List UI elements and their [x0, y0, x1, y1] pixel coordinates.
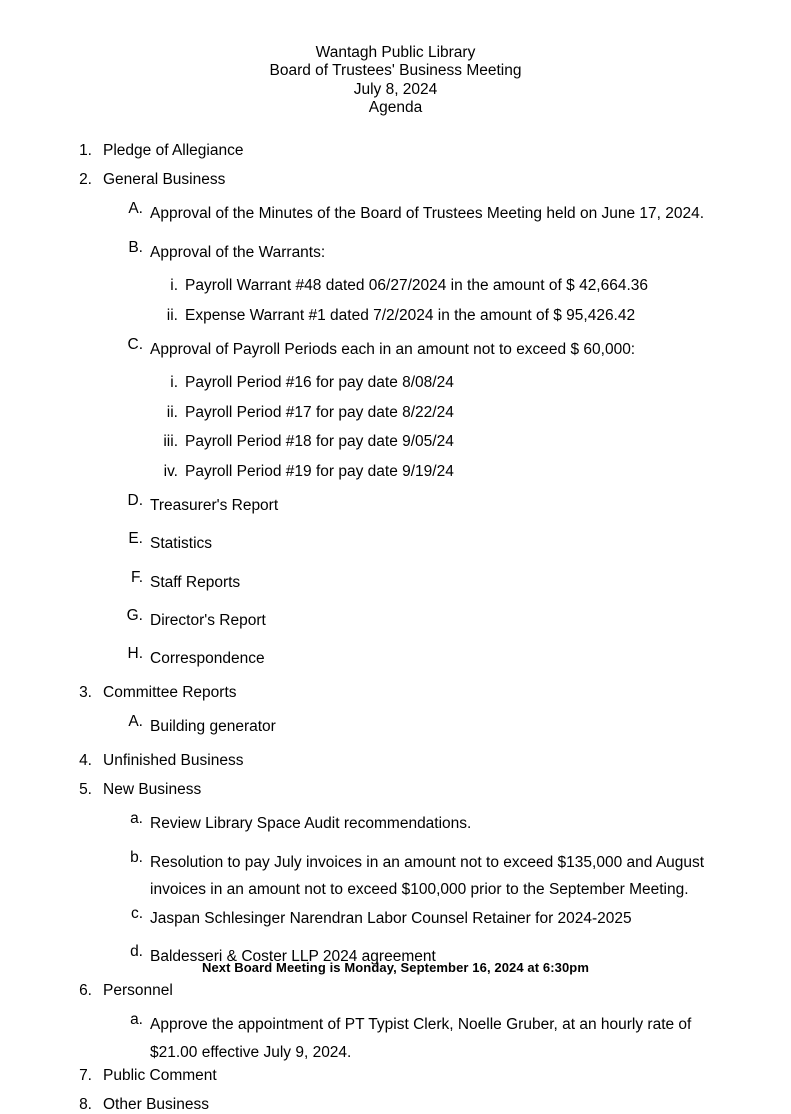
agenda-item-marker: a.: [130, 810, 143, 828]
document-header: [0, 0, 791, 118]
agenda-item: [0, 684, 791, 702]
agenda-item-text: Building generator: [150, 718, 276, 736]
agenda-item-text: Payroll Warrant #48 dated 06/27/2024 in the amount of $ 42,664.36: [185, 277, 649, 295]
agenda-item-text: General Business: [103, 171, 226, 189]
agenda-item-text: Other Business: [103, 1096, 209, 1114]
agenda-item: [0, 1011, 791, 1066]
agenda-item-marker: i.: [170, 277, 178, 295]
agenda-item: [0, 142, 791, 160]
agenda-item-text: Approval of Payroll Periods each in an amount not to exceed $ 60,000:: [150, 340, 636, 358]
agenda-item: [0, 849, 791, 904]
agenda-item-marker: F.: [130, 568, 143, 586]
agenda-item: [0, 1096, 791, 1114]
agenda-item-text-line: invoices in an amount not to exceed $100,000 prior to the September Meeting.: [150, 881, 689, 899]
agenda-item-marker: iii.: [163, 433, 178, 451]
agenda-item-marker: 6.: [79, 981, 92, 999]
agenda-item-text: Public Comment: [103, 1067, 217, 1084]
agenda-item-text: Personnel: [103, 981, 173, 999]
agenda-item-marker: iv.: [163, 462, 178, 480]
agenda-item-text: Staff Reports: [150, 573, 241, 591]
agenda-item-marker: B.: [128, 238, 143, 256]
agenda-item-text: Unfinished Business: [103, 751, 244, 769]
agenda-item: [0, 374, 791, 392]
agenda-item: [0, 239, 791, 266]
agenda-item-text-line: Resolution to pay July invoices in an amount not to exceed $135,000 and August: [150, 853, 705, 871]
agenda-item-marker: 1.: [79, 141, 92, 159]
agenda-item: [0, 713, 791, 740]
agenda-item-text: Payroll Period #17 for pay date 8/22/24: [185, 403, 454, 421]
agenda-item: [0, 336, 791, 363]
agenda-item-text: Payroll Period #19 for pay date 9/19/24: [185, 462, 454, 480]
agenda-item-marker: ii.: [166, 306, 178, 324]
agenda-item: [0, 463, 791, 481]
agenda-item-marker: 2.: [79, 171, 92, 189]
agenda-item: [0, 433, 791, 451]
agenda-item-marker: D.: [127, 491, 143, 509]
agenda-item-marker: 3.: [79, 683, 92, 701]
header-line-organization: Wantagh Public Library: [315, 44, 476, 61]
agenda-item: [0, 171, 791, 189]
agenda-item-marker: C.: [127, 335, 143, 353]
agenda-item: [0, 492, 791, 519]
agenda-item: [0, 404, 791, 422]
agenda-item-marker: i.: [170, 374, 178, 392]
agenda-item-marker: b.: [130, 848, 143, 866]
agenda-item: [0, 982, 791, 1000]
agenda-item-marker: 4.: [79, 751, 92, 769]
agenda-item: [0, 905, 791, 932]
agenda-item-marker: a.: [130, 1011, 143, 1028]
agenda-item-text: Approval of the Warrants:: [150, 243, 326, 261]
header-line-document-type: Agenda: [368, 99, 423, 117]
agenda-item-text: Approval of the Minutes of the Board of Trustees Meeting held on June 17, 2024.: [150, 205, 705, 223]
agenda-item-marker: 7.: [79, 1067, 92, 1084]
agenda-item-marker: A.: [128, 713, 143, 731]
agenda-item-text-line: Approve the appointment of PT Typist Clerk, Noelle Gruber, at an hourly rate of: [150, 1016, 692, 1033]
agenda-item-text: New Business: [103, 781, 202, 799]
agenda-item: [0, 645, 791, 672]
agenda-item: [0, 607, 791, 634]
agenda-item-marker: d.: [130, 943, 143, 961]
agenda-item-text: Expense Warrant #1 dated 7/2/2024 in the amount of $ 95,426.42: [185, 306, 636, 324]
agenda-item-marker: A.: [128, 200, 143, 218]
header-line-date: July 8, 2024: [353, 80, 438, 98]
agenda-item-text: Treasurer's Report: [150, 496, 279, 514]
agenda-item: [0, 200, 791, 227]
agenda-item-marker: H.: [127, 645, 143, 663]
agenda-item-text: Director's Report: [150, 612, 266, 630]
agenda-item: [0, 752, 791, 770]
next-meeting-notice: Next Board Meeting is Monday, September 16, 2024 at 6:30pm: [201, 960, 589, 975]
agenda-item-text: Jaspan Schlesinger Narendran Labor Counsel Retainer for 2024-2025: [150, 909, 632, 927]
agenda-item-text: Pledge of Allegiance: [103, 141, 244, 159]
agenda-item-marker: ii.: [166, 403, 178, 421]
agenda-item-text: [150, 1011, 791, 1066]
agenda-item-text: [150, 849, 791, 904]
agenda-item: [0, 1067, 791, 1085]
agenda-item: [0, 810, 791, 837]
header-line-meeting-title: Board of Trustees' Business Meeting: [269, 62, 522, 80]
agenda-item-marker: 8.: [79, 1096, 92, 1114]
agenda-item-text: Baldesseri & Coster LLP 2024 agreement: [150, 948, 436, 966]
agenda-item: [0, 277, 791, 295]
agenda-item-text: Correspondence: [150, 650, 265, 668]
agenda-item-text: Payroll Period #18 for pay date 9/05/24: [185, 433, 454, 451]
agenda-item-text-line: $21.00 effective July 9, 2024.: [150, 1043, 352, 1061]
agenda-item: [0, 530, 791, 557]
agenda-item-text: Statistics: [150, 535, 213, 553]
agenda-item: [0, 781, 791, 799]
agenda-item-text: Committee Reports: [103, 683, 237, 701]
agenda-item-marker: E.: [128, 530, 143, 548]
agenda-item: [0, 569, 791, 596]
agenda-item-text: Review Library Space Audit recommendations.: [150, 815, 472, 833]
agenda-item-text: Payroll Period #16 for pay date 8/08/24: [185, 374, 454, 392]
agenda-item-marker: 5.: [79, 781, 92, 799]
agenda-item-marker: G.: [126, 607, 143, 625]
agenda-item: [0, 307, 791, 325]
agenda-item-marker: c.: [130, 904, 143, 922]
